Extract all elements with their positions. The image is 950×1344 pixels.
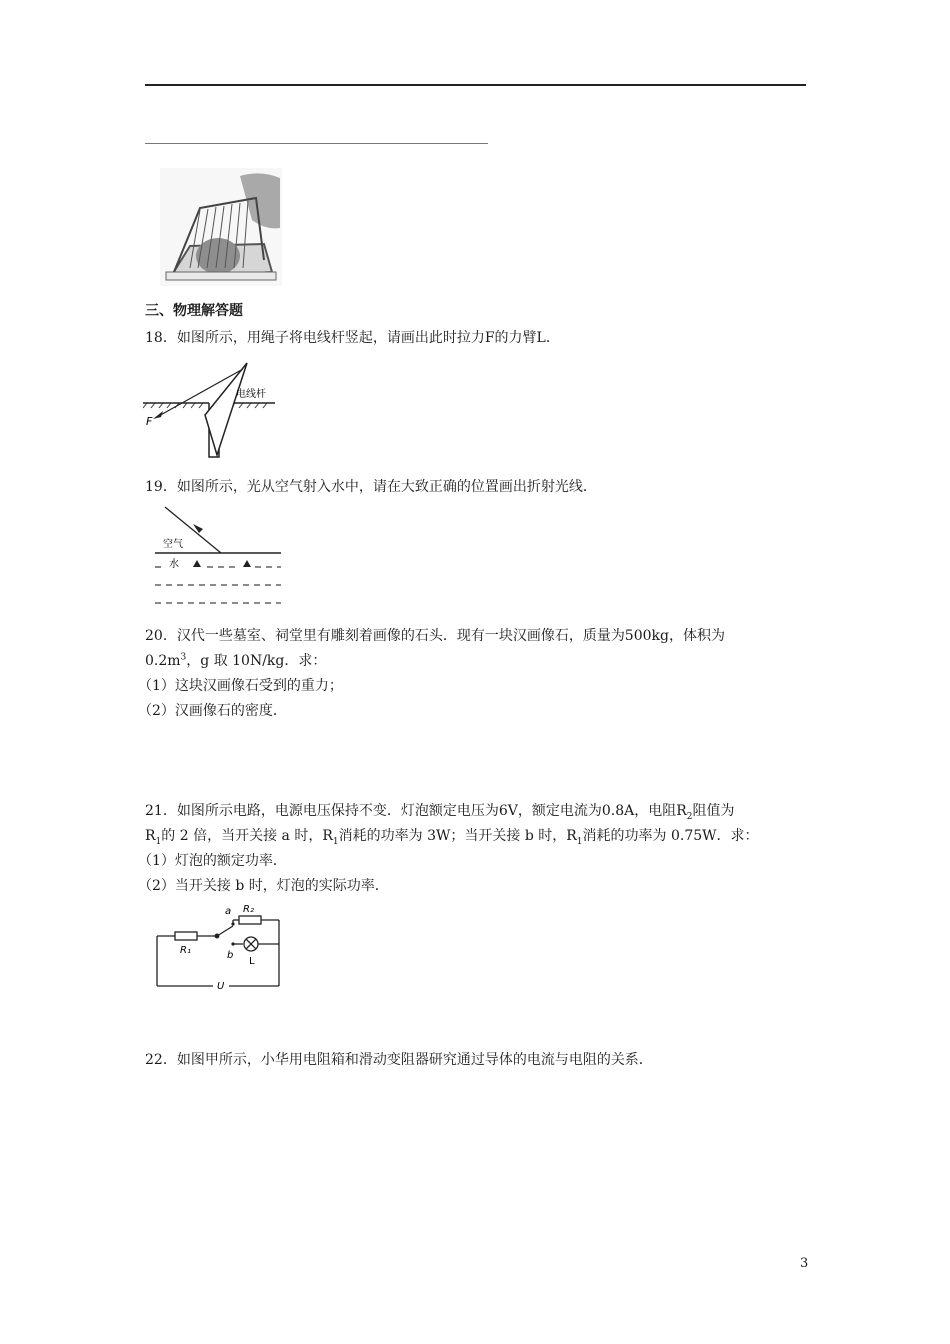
question-18-text: 18．如图所示，用绳子将电线杆竖起，请画出此时拉力F的力臂L． [145, 330, 560, 346]
question-20-line2: $0.2m^3$，g 取 10N/kg．求： [145, 652, 327, 669]
label-a: a [225, 906, 232, 917]
question-21-line2: $R_1$的 2 倍，当开关接 a 时，$R_1$消耗的功率为 3W；当开关接 b 时，$R_1$消耗的功率为 0.75W．求： [145, 828, 759, 847]
question-21-line1: 21．如图所示电路，电源电压保持不变．灯泡额定电压为6V，额定电流为0.8A，电阻$R_2$阻值为 [145, 803, 735, 822]
label-air: 空气 [163, 539, 183, 550]
page-number: 3 [800, 1256, 809, 1271]
label-L: L [249, 956, 255, 967]
refraction-figure [155, 505, 281, 615]
label-R1: R₁ [180, 945, 191, 956]
question-22-text: 22．如图甲所示，小华用电阻箱和滑动变阻器研究通过导体的电流与电阻的关系． [145, 1052, 653, 1068]
section-heading: 三、物理解答题 [145, 303, 243, 319]
question-19-text: 19．如图所示，光从空气射入水中，请在大致正确的位置画出折射光线． [145, 479, 597, 495]
question-21-sub1: （1）灯泡的额定功率． [138, 853, 287, 869]
question-20-line1: 20．汉代一些墓室、祠堂里有雕刻着画像的石头．现有一块汉画像石，质量为500kg，体积为 [145, 628, 725, 644]
label-U: U [217, 981, 225, 992]
label-water: 水 [169, 559, 179, 570]
question-21-sub2: （2）当开关接 b 时，灯泡的实际功率． [138, 878, 389, 894]
question-20-sub2: （2）汉画像石的密度． [138, 703, 287, 719]
question-20-sub1: （1）这块汉画像石受到的重力； [138, 678, 343, 694]
label-b: b [227, 950, 234, 961]
answer-blank-line [145, 143, 488, 144]
header-rule [145, 84, 806, 86]
circuit-figure [153, 902, 287, 992]
label-R2: R₂ [243, 904, 254, 915]
label-pole: 电线杆 [236, 389, 266, 400]
label-F: F [146, 415, 153, 428]
pole-figure [143, 357, 275, 461]
egg-slicer-image [160, 168, 282, 286]
